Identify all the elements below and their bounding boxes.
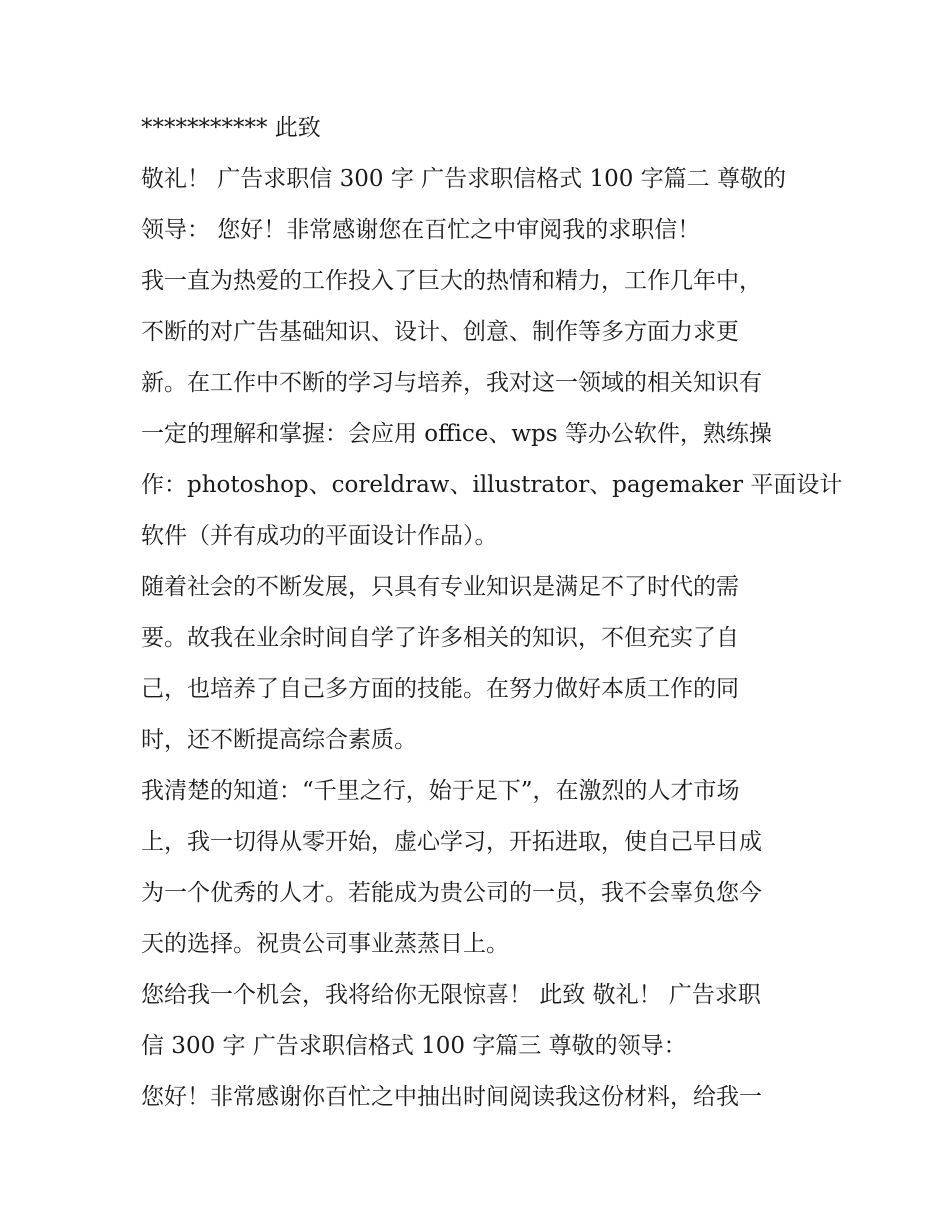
text-line: 领导： 您好！非常感谢您在百忙之中审阅我的求职信！ bbox=[141, 217, 701, 243]
text-line: 作：photoshop、coreldraw、illustrator、pagemaker 平面设计 bbox=[141, 472, 843, 498]
text-line: 一定的理解和掌握：会应用 office、wps 等办公软件，熟练操 bbox=[141, 421, 772, 447]
text-line: 己，也培养了自己多方面的技能。在努力做好本质工作的同 bbox=[141, 676, 739, 702]
text-line: 为一个优秀的人才。若能成为贵公司的一员，我不会辜负您今 bbox=[141, 880, 762, 906]
text-line: 您给我一个机会，我将给你无限惊喜！ 此致 敬礼！ 广告求职 bbox=[141, 982, 761, 1008]
text-line: *********** 此致 bbox=[141, 115, 321, 141]
text-line: 信 300 字 广告求职信格式 100 字篇三 尊敬的领导： bbox=[141, 1033, 687, 1059]
letter-body bbox=[141, 103, 843, 1123]
text-line: 随着社会的不断发展，只具有专业知识是满足不了时代的需 bbox=[141, 574, 739, 600]
text-line: 软件（并有成功的平面设计作品）。 bbox=[141, 523, 498, 549]
text-line: 新。在工作中不断的学习与培养，我对这一领域的相关知识有 bbox=[141, 370, 762, 396]
text-line: 敬礼！ 广告求职信 300 字 广告求职信格式 100 字篇二 尊敬的 bbox=[141, 166, 786, 192]
text-line: 时，还不断提高综合素质。 bbox=[141, 727, 417, 753]
text-line: 我清楚的知道：“千里之行，始于足下”，在激烈的人才市场 bbox=[141, 778, 740, 804]
text-line: 要。故我在业余时间自学了许多相关的知识，不但充实了自 bbox=[141, 625, 739, 651]
text-line: 不断的对广告基础知识、设计、创意、制作等多方面力求更 bbox=[141, 319, 739, 345]
text-line: 上，我一切得从零开始，虚心学习，开拓进取，使自己早日成 bbox=[141, 829, 762, 855]
text-line: 您好！非常感谢你百忙之中抽出时间阅读我这份材料，给我一 bbox=[141, 1084, 762, 1110]
text-line: 我一直为热爱的工作投入了巨大的热情和精力，工作几年中， bbox=[141, 268, 762, 294]
text-line: 天的选择。祝贵公司事业蒸蒸日上。 bbox=[141, 931, 509, 957]
